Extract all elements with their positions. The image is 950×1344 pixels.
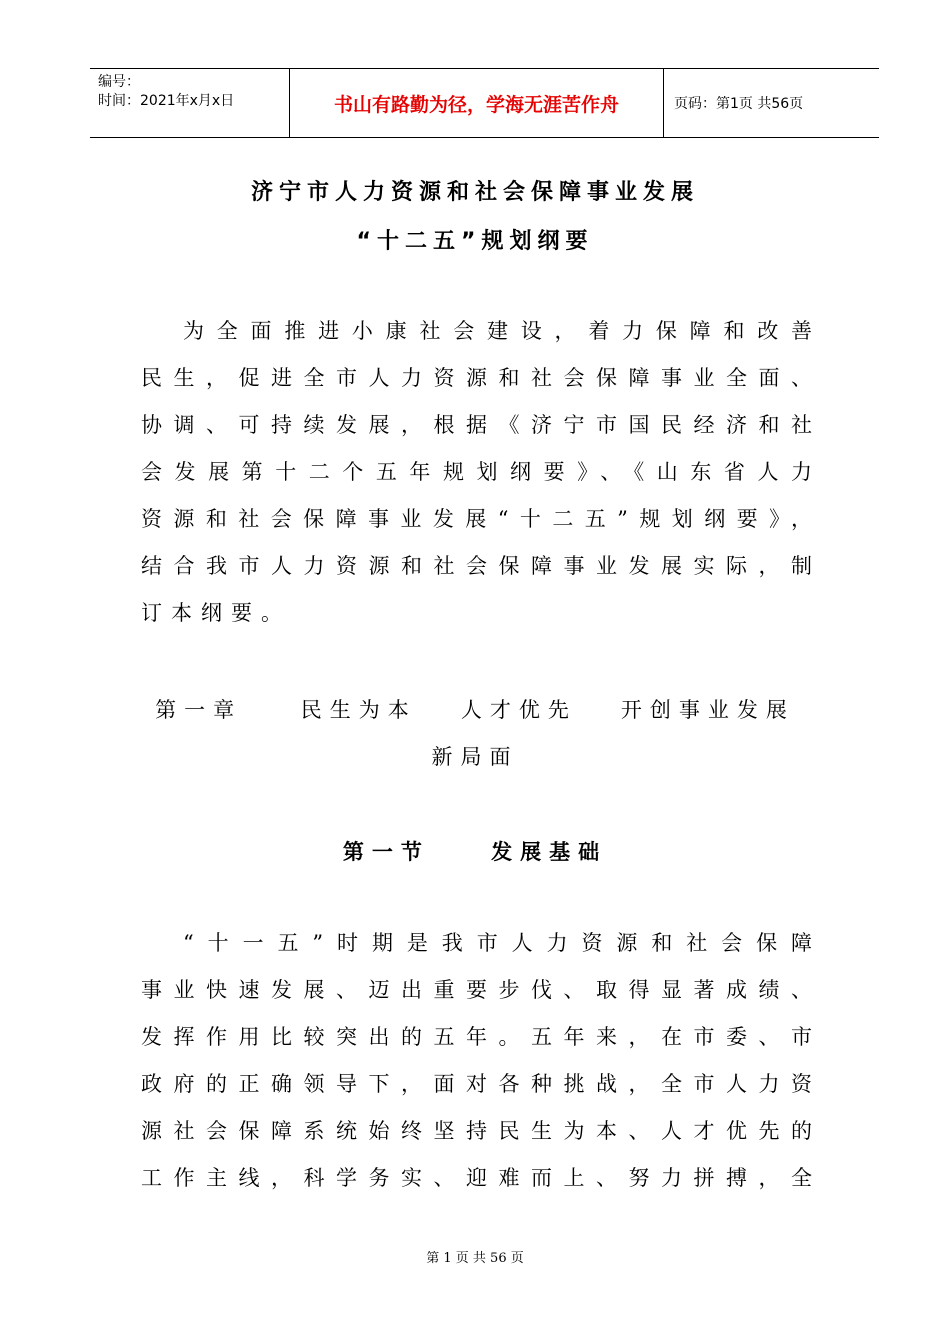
chapter-heading-line2: 新局面: [431, 745, 519, 769]
page-header: [90, 68, 879, 138]
time-label: 时间：2021年x月x日: [98, 93, 235, 109]
doc-title-line1: 济宁市人力资源和社会保障事业发展: [250, 180, 699, 205]
chapter-heading-line1: 第一章 民生为本 人才优先 开创事业发展: [155, 698, 795, 722]
intro-line: 结合我市人力资源和社会保障事业发展实际，制: [141, 554, 821, 578]
body-line: 发挥作用比较突出的五年。五年来，在市委、市: [141, 1025, 821, 1049]
header-meta: [90, 69, 290, 137]
intro-paragraph: [141, 308, 821, 637]
intro-line: 资源和社会保障事业发展“十二五”规划纲要》，: [141, 507, 821, 531]
section-heading: 第一节 发展基础: [342, 840, 608, 864]
body-line: 工作主线，科学务实、迎难而上、努力拼搏，全: [141, 1166, 821, 1190]
header-motto: 书山有路勤为径，学海无涯苦作舟: [290, 69, 664, 137]
intro-line: 为全面推进小康社会建设，着力保障和改善: [183, 319, 821, 343]
page-footer: 第 1 页 共 56 页: [426, 1251, 524, 1266]
intro-line: 会发展第十二个五年规划纲要》、《山东省人力: [141, 460, 821, 484]
body-line: 源社会保障系统始终坚持民生为本、人才优先的: [141, 1119, 821, 1143]
intro-line: 民生，促进全市人力资源和社会保障事业全面、: [141, 366, 821, 390]
intro-line: 协调、可持续发展，根据《济宁市国民经济和社: [141, 413, 821, 437]
header-page-info: 页码：第1页 共56页: [674, 96, 804, 112]
body-paragraph: [141, 920, 821, 1202]
body-line: 事业快速发展、迈出重要步伐、取得显著成绩、: [141, 978, 821, 1002]
number-label: 编号：: [98, 74, 140, 90]
body-line: “十一五”时期是我市人力资源和社会保障: [183, 931, 821, 955]
doc-title-line2: “十二五”规划纲要: [356, 229, 594, 254]
body-line: 政府的正确领导下，面对各种挑战，全市人力资: [141, 1072, 821, 1096]
intro-line: 订本纲要。: [141, 601, 291, 625]
